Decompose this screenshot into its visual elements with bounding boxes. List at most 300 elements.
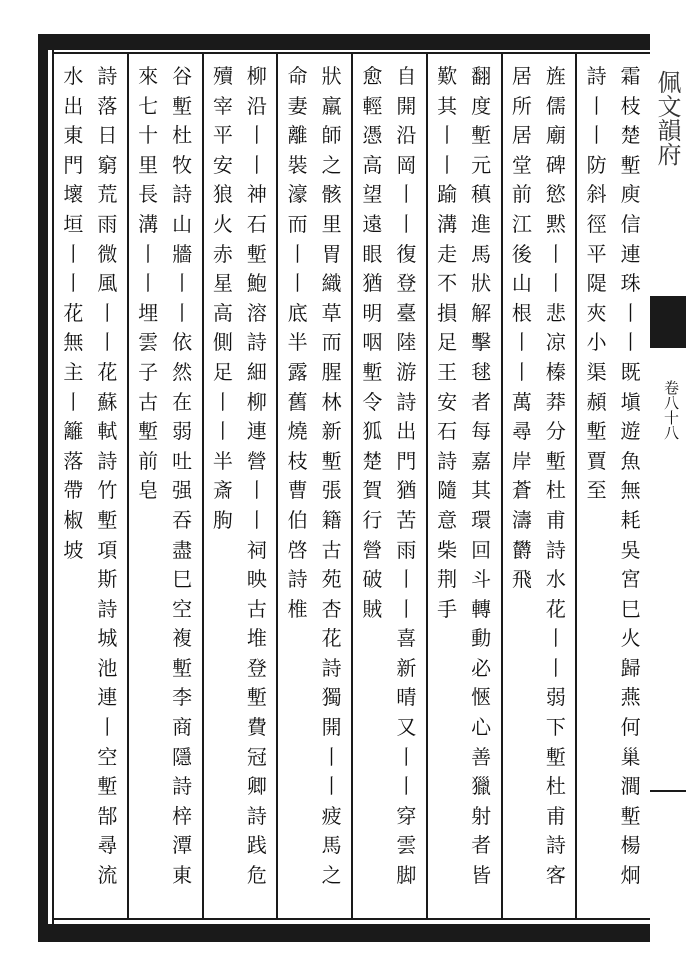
glyph: 濤 [511,507,532,532]
glyph: 莽 [545,389,566,414]
glyph: 善 [471,744,492,769]
glyph: 詩 [545,537,566,562]
glyph: 山 [511,271,532,296]
glyph: 丨 [63,271,84,296]
glyph: 榛 [545,359,566,384]
glyph: 獵 [471,774,492,799]
glyph: 李 [172,685,193,710]
glyph: 丨 [97,715,118,740]
glyph: 詩 [396,389,417,414]
glyph: 丨 [246,152,267,177]
margin-title: 佩文韻府 [653,70,681,166]
glyph: 側 [212,330,233,355]
glyph: 臺 [396,300,417,325]
glyph: 黙 [545,211,566,236]
glyph: 丨 [545,626,566,651]
glyph: 根 [511,300,532,325]
glyph: 商 [172,715,193,740]
glyph: 丨 [545,241,566,266]
glyph: 遊 [620,419,641,444]
glyph: 濠 [287,182,308,207]
glyph: 前 [138,448,159,473]
glyph: 落 [63,448,84,473]
margin-volume: 卷八十八 [662,380,680,440]
glyph: 無 [620,478,641,503]
glyph: 古 [246,596,267,621]
glyph: 丨 [511,359,532,384]
glyph: 何 [620,715,641,740]
glyph: 尋 [97,833,118,858]
glyph: 荆 [437,567,458,592]
glyph: 舊 [287,389,308,414]
glyph: 走 [437,241,458,266]
glyph: 足 [212,359,233,384]
glyph: 城 [97,626,118,651]
glyph: 弱 [172,419,193,444]
glyph: 詩 [545,833,566,858]
glyph: 危 [246,863,267,888]
glyph: 郜 [97,803,118,828]
glyph: 弱 [545,685,566,710]
glyph: 隱 [172,744,193,769]
glyph: 渠 [586,359,607,384]
glyph: 斯 [97,567,118,592]
glyph: 啓 [287,537,308,562]
glyph: 輕 [362,93,383,118]
glyph: 詩 [172,774,193,799]
glyph: 游 [396,359,417,384]
glyph: 丨 [620,330,641,355]
glyph: 雨 [97,211,118,236]
glyph: 皆 [471,863,492,888]
glyph: 元 [471,152,492,177]
glyph: 狀 [321,64,342,88]
glyph: 稹 [471,182,492,207]
glyph: 底 [287,300,308,325]
glyph: 甫 [545,803,566,828]
glyph: 丨 [212,389,233,414]
glyph: 離 [287,123,308,148]
glyph: 王 [437,359,458,384]
frame-inner-bottom-rule [52,918,650,920]
glyph: 毬 [471,359,492,384]
glyph: 小 [586,330,607,355]
glyph: 張 [321,478,342,503]
glyph: 柳 [246,64,267,88]
glyph: 丨 [287,241,308,266]
glyph: 沿 [246,93,267,118]
glyph: 脚 [396,863,417,888]
glyph: 每 [471,419,492,444]
glyph: 新 [396,655,417,680]
glyph: 足 [437,330,458,355]
glyph: 殰 [212,64,233,88]
glyph: 腥 [321,359,342,384]
glyph: 堆 [246,626,267,651]
glyph: 丨 [246,507,267,532]
glyph: 晴 [396,685,417,710]
fish-tail-mark [650,296,686,348]
glyph: 池 [97,655,118,680]
glyph: 塹 [138,419,159,444]
glyph: 苑 [321,567,342,592]
glyph: 塹 [545,448,566,473]
glyph: 丨 [63,389,84,414]
glyph: 映 [246,567,267,592]
glyph: 詩 [246,803,267,828]
glyph: 丨 [246,123,267,148]
glyph: 詩 [586,64,607,88]
glyph: 防 [586,152,607,177]
glyph: 塹 [172,93,193,118]
glyph: 而 [321,330,342,355]
glyph: 客 [545,863,566,888]
glyph: 巳 [172,567,193,592]
glyph: 猶 [362,271,383,296]
glyph: 籬 [63,419,84,444]
glyph: 丨 [396,211,417,236]
glyph: 分 [545,419,566,444]
glyph: 帶 [63,478,84,503]
glyph: 椎 [287,596,308,621]
glyph: 溶 [246,300,267,325]
glyph: 丨 [287,271,308,296]
glyph: 師 [321,123,342,148]
glyph: 穿 [396,803,417,828]
glyph: 來 [138,64,159,88]
glyph: 開 [396,93,417,118]
glyph: 開 [321,715,342,740]
glyph: 馬 [321,833,342,858]
glyph: 在 [172,389,193,414]
glyph: 塡 [620,389,641,414]
glyph: 隨 [437,478,458,503]
glyph: 詩 [246,330,267,355]
glyph: 賀 [362,478,383,503]
glyph: 日 [97,123,118,148]
glyph: 苦 [396,507,417,532]
glyph: 楚 [620,123,641,148]
glyph: 狀 [471,271,492,296]
glyph: 射 [471,803,492,828]
fore-edge-margin [650,54,686,918]
glyph: 織 [321,271,342,296]
glyph: 巳 [620,596,641,621]
text-column [577,62,650,914]
glyph: 陸 [396,330,417,355]
glyph: 山 [172,211,193,236]
glyph: 其 [437,93,458,118]
frame-top-border [38,34,650,50]
glyph: 裝 [287,152,308,177]
glyph: 丨 [396,744,417,769]
glyph: 丨 [620,300,641,325]
glyph: 詩 [437,448,458,473]
glyph: 疲 [321,803,342,828]
glyph: 梓 [172,803,193,828]
glyph: 憑 [362,123,383,148]
glyph: 高 [362,152,383,177]
glyph: 明 [362,300,383,325]
glyph: 祠 [246,537,267,562]
glyph: 丨 [545,655,566,680]
glyph: 雨 [396,537,417,562]
text-column [503,62,576,914]
glyph: 丨 [396,567,417,592]
glyph: 登 [246,655,267,680]
glyph: 火 [620,626,641,651]
glyph: 花 [321,626,342,651]
glyph: 歸 [620,655,641,680]
glyph: 星 [212,271,233,296]
glyph: 又 [396,715,417,740]
glyph: 牧 [172,152,193,177]
glyph: 解 [471,300,492,325]
glyph: 信 [620,211,641,236]
glyph: 之 [321,152,342,177]
glyph: 籍 [321,507,342,532]
glyph: 流 [97,863,118,888]
glyph: 丨 [321,744,342,769]
glyph: 花 [63,300,84,325]
glyph: 丨 [138,271,159,296]
glyph: 出 [396,419,417,444]
glyph: 吳 [620,537,641,562]
glyph: 平 [586,241,607,266]
glyph: 後 [511,241,532,266]
glyph: 欝 [511,537,532,562]
glyph: 楚 [362,448,383,473]
glyph: 歎 [437,64,458,88]
glyph: 古 [321,537,342,562]
glyph: 營 [362,537,383,562]
glyph: 門 [63,152,84,177]
glyph: 岡 [396,152,417,177]
glyph: 草 [321,300,342,325]
glyph: 行 [362,507,383,532]
glyph: 轉 [471,596,492,621]
glyph: 詩 [97,64,118,88]
glyph: 然 [172,359,193,384]
glyph: 沿 [396,123,417,148]
glyph: 宰 [212,93,233,118]
glyph: 詩 [287,567,308,592]
glyph: 蒼 [511,478,532,503]
glyph: 曹 [287,478,308,503]
glyph: 溝 [138,211,159,236]
glyph: 費 [246,715,267,740]
glyph: 壞 [63,182,84,207]
glyph: 丨 [396,774,417,799]
glyph: 埋 [138,300,159,325]
glyph: 悲 [545,300,566,325]
glyph: 細 [246,359,267,384]
glyph: 連 [246,419,267,444]
text-column [204,62,277,914]
glyph: 丨 [212,419,233,444]
glyph: 回 [471,537,492,562]
glyph: 空 [97,744,118,769]
glyph: 復 [396,241,417,266]
glyph: 椒 [63,507,84,532]
text-column [353,62,426,914]
glyph: 高 [212,300,233,325]
glyph: 丨 [246,478,267,503]
glyph: 丨 [396,596,417,621]
glyph: 依 [172,330,193,355]
glyph: 雲 [396,833,417,858]
glyph: 嘉 [471,448,492,473]
glyph: 而 [287,211,308,236]
glyph: 塹 [172,655,193,680]
glyph: 頳 [586,389,607,414]
glyph: 古 [138,389,159,414]
glyph: 丨 [321,774,342,799]
text-column [428,62,501,914]
glyph: 半 [287,330,308,355]
glyph: 連 [97,685,118,710]
glyph: 者 [471,833,492,858]
glyph: 柴 [437,537,458,562]
glyph: 卿 [246,774,267,799]
glyph: 吐 [172,448,193,473]
glyph: 詩 [97,596,118,621]
glyph: 營 [246,448,267,473]
glyph: 夾 [586,300,607,325]
glyph: 雲 [138,330,159,355]
glyph: 子 [138,359,159,384]
glyph: 至 [586,478,607,503]
glyph: 垣 [63,211,84,236]
glyph: 杏 [321,596,342,621]
glyph: 自 [396,64,417,88]
glyph: 里 [138,152,159,177]
glyph: 狐 [362,419,383,444]
glyph: 斗 [471,567,492,592]
glyph: 愈 [362,64,383,88]
glyph: 皂 [138,478,159,503]
glyph: 令 [362,389,383,414]
glyph: 度 [471,93,492,118]
glyph: 珠 [620,271,641,296]
glyph: 丨 [63,241,84,266]
glyph: 塹 [321,448,342,473]
glyph: 窮 [97,152,118,177]
glyph: 践 [246,833,267,858]
glyph: 複 [172,626,193,651]
glyph: 杜 [545,478,566,503]
glyph: 坡 [63,537,84,562]
glyph: 賈 [586,448,607,473]
glyph: 火 [212,211,233,236]
glyph: 其 [471,478,492,503]
glyph: 意 [437,507,458,532]
glyph: 前 [511,182,532,207]
glyph: 安 [437,389,458,414]
glyph: 胃 [321,241,342,266]
glyph: 竹 [97,478,118,503]
glyph: 骸 [321,182,342,207]
glyph: 露 [287,359,308,384]
glyph: 詩 [321,655,342,680]
glyph: 賊 [362,596,383,621]
glyph: 丨 [437,123,458,148]
glyph: 手 [437,596,458,621]
glyph: 丨 [511,330,532,355]
margin-rule [650,790,686,792]
glyph: 枝 [620,93,641,118]
glyph: 旌 [545,64,566,88]
glyph: 東 [172,863,193,888]
glyph: 詩 [172,182,193,207]
glyph: 不 [437,271,458,296]
glyph: 丨 [545,271,566,296]
glyph: 花 [545,596,566,621]
glyph: 丨 [172,300,193,325]
glyph: 水 [545,567,566,592]
glyph: 既 [620,359,641,384]
glyph: 堂 [511,152,532,177]
glyph: 進 [471,211,492,236]
glyph: 之 [321,863,342,888]
glyph: 柳 [246,389,267,414]
glyph: 破 [362,567,383,592]
glyph: 長 [138,182,159,207]
glyph: 凉 [545,330,566,355]
glyph: 塹 [620,152,641,177]
glyph: 斜 [586,182,607,207]
glyph: 廟 [545,123,566,148]
glyph: 丨 [586,93,607,118]
glyph: 杜 [545,774,566,799]
glyph: 丨 [97,300,118,325]
glyph: 岸 [511,448,532,473]
glyph: 命 [287,64,308,88]
glyph: 丨 [396,182,417,207]
glyph: 心 [471,715,492,740]
glyph: 新 [321,419,342,444]
glyph: 平 [212,123,233,148]
glyph: 軾 [97,419,118,444]
glyph: 必 [471,655,492,680]
frame-left-border [38,34,48,942]
glyph: 隄 [586,271,607,296]
glyph: 魚 [620,448,641,473]
glyph: 妻 [287,93,308,118]
glyph: 庾 [620,182,641,207]
glyph: 林 [321,389,342,414]
glyph: 塹 [246,241,267,266]
glyph: 丨 [138,241,159,266]
glyph: 朐 [212,507,233,532]
glyph: 項 [97,537,118,562]
glyph: 冠 [246,744,267,769]
glyph: 石 [246,211,267,236]
text-column [278,62,351,914]
glyph: 枝 [287,448,308,473]
glyph: 塹 [586,419,607,444]
glyph: 塹 [471,123,492,148]
glyph: 七 [138,93,159,118]
glyph: 杜 [172,123,193,148]
glyph: 十 [138,123,159,148]
glyph: 空 [172,596,193,621]
glyph: 咽 [362,330,383,355]
glyph: 東 [63,123,84,148]
glyph: 澗 [620,774,641,799]
glyph: 門 [396,448,417,473]
glyph: 盡 [172,537,193,562]
